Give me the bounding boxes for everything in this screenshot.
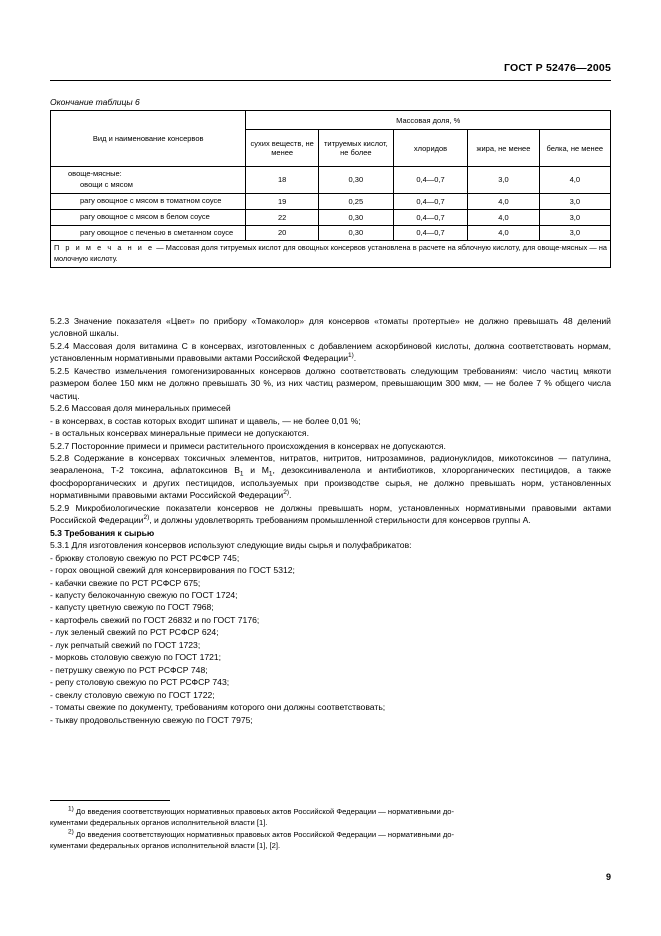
footnotes-block (50, 806, 611, 852)
table-note-label: П р и м е ч а н и е (54, 243, 155, 253)
clause-5-2-8 (50, 452, 611, 502)
cell-acid-3: 0,30 (318, 225, 393, 241)
header-cell-product-name: Вид и наименование консервов (51, 111, 246, 167)
cell-protein-2: 3,0 (539, 209, 610, 225)
footnote-marker-2: 2) (68, 828, 74, 836)
header-cell-fat: жира, не менее (468, 130, 539, 167)
cell-row-name-3 (51, 225, 246, 241)
cell-fat-3: 4,0 (468, 225, 539, 241)
header-divider (50, 80, 611, 81)
cell-chlor-0: 0,4—0,7 (393, 167, 467, 194)
cell-protein-0: 4,0 (539, 167, 610, 194)
clause-5-2-8-part3: , дезоксиниваленола и антибиотиков, хлорорганических пестицидов, а также фосфорорганических и других пестицидов, используемых при производстве сырья, не должно превышать норм, установленных нормативными правовыми актами Российской Федерации (50, 465, 612, 501)
cell-acid-1: 0,25 (318, 193, 393, 209)
footnote-ref-2b[interactable]: 2) (143, 514, 150, 522)
table-note (51, 241, 611, 268)
cell-row-name-1 (51, 193, 246, 209)
footnote-1 (50, 806, 611, 817)
cell-dry-1: 19 (246, 193, 318, 209)
list-item: - кабачки свежие по РСТ РСФСР 675; (50, 577, 201, 588)
clause-5-2-9 (50, 502, 611, 527)
header-cell-titratable-acids: титруемых кислот, не более (318, 130, 393, 167)
list-item: - петрушку свежую по РСТ РСФСР 748; (50, 664, 208, 675)
cell-row-name-2 (51, 209, 246, 225)
table-header-row-1 (51, 111, 611, 130)
cell-fat-1: 4,0 (468, 193, 539, 209)
header-cell-protein: белка, не менее (539, 130, 610, 167)
table-row (51, 209, 611, 225)
header-cell-chlorides: хлоридов (393, 130, 467, 167)
cell-acid-2: 0,30 (318, 209, 393, 225)
cell-dry-2: 22 (246, 209, 318, 225)
specification-table-wrapper (50, 110, 611, 268)
clause-5-2-8-end: . (289, 490, 292, 501)
clause-5-2-8-part2: и М (243, 465, 269, 476)
header-cell-mass-fraction: Массовая доля, % (246, 111, 611, 130)
clause-5-2-8-part1: 5.2.8 Содержание в консервах токсичных элементов, нитратов, нитритов, нитрозаминов, радионуклидов, микотоксинов — патулина, зеараленона, Т-2 токсина, афлатоксинов В (50, 452, 611, 476)
list-item: - лук репчатый свежий по ГОСТ 1723; (50, 639, 201, 650)
list-item: - капусту белокочанную свежую по ГОСТ 1724; (50, 589, 238, 600)
footnote-divider (50, 800, 170, 801)
row-name-2: рагу овощное с мясом в белом соусе (80, 211, 210, 221)
section-label-text: овоще-мясные: (68, 169, 122, 178)
subscript-m1: 1 (268, 471, 273, 479)
footnote-ref-1[interactable]: 1) (348, 352, 354, 360)
table-row (51, 225, 611, 241)
clause-5-2-6-item-a: - в консервах, в состав которых входит шпинат и щавель, — не более 0,01 %; (50, 415, 361, 426)
specification-table (50, 110, 611, 268)
table-note-row (51, 241, 611, 268)
table-note-text: — Массовая доля титруемых кислот для овощных консервов установлена в расчете на яблочную кислоту, для овоще-мясных — на молочную кислоту. (54, 243, 607, 264)
footnote-1-line1: До введения соответствующих нормативных правовых актов Российской Федерации — нормативными до- (73, 807, 455, 816)
cell-section-label (51, 167, 246, 194)
list-item: - брюкву столовую свежую по РСТ РСФСР 745; (50, 552, 240, 563)
heading-5-3: 5.3 Требования к сырью (50, 527, 155, 538)
cell-dry-0: 18 (246, 167, 318, 194)
cell-fat-2: 4,0 (468, 209, 539, 225)
clause-5-2-6: 5.2.6 Массовая доля минеральных примесей (50, 403, 231, 414)
row-name-3: рагу овощное с печенью в сметанном соусе (80, 227, 234, 237)
list-item: - репу столовую свежую по РСТ РСФСР 743; (50, 677, 230, 688)
footnote-2-cont: кументами федеральных органов исполнительной власти [1], [2]. (50, 841, 281, 851)
clause-5-2-4 (50, 340, 611, 365)
cell-fat-0: 3,0 (468, 167, 539, 194)
footnote-marker-1: 1) (68, 805, 74, 813)
clause-5-2-5: 5.2.5 Качество измельчения гомогенизированных консервов должно соответствовать следующим требованиям: число частиц мякоти размером более 150 мкм не должно превышать 30 %, из них частиц размером, превышающим 300 мкм, — не более 7 % общего числа частиц. (50, 365, 611, 401)
clause-5-2-9-part1: 5.2.9 Микробиологические показатели консервов не должны превышать норм, установленных нормативными правовыми актами Российской Федерации (50, 502, 611, 526)
cell-dry-3: 20 (246, 225, 318, 241)
list-item: - лук зеленый свежий по РСТ РСФСР 624; (50, 627, 219, 638)
list-item: - свеклу столовую свежую по ГОСТ 1722; (50, 689, 215, 700)
footnote-2 (50, 829, 611, 840)
cell-acid-0: 0,30 (318, 167, 393, 194)
footnote-ref-2a[interactable]: 2) (283, 489, 290, 497)
table-row (51, 193, 611, 209)
page-header-standard: ГОСТ Р 52476—2005 (503, 62, 611, 74)
clause-5-3-1: 5.3.1 Для изготовления консервов используют следующие виды сырья и полуфабрикатов: (50, 540, 412, 551)
header-cell-dry-matter: сухих веществ, не менее (246, 130, 318, 167)
cell-chlor-1: 0,4—0,7 (393, 193, 467, 209)
clause-5-2-9-part2: , и должны удовлетворять требованиям промышленной стерильности для консервов группы А. (149, 515, 531, 526)
cell-protein-3: 3,0 (539, 225, 610, 241)
table-caption: Окончание таблицы 6 (50, 97, 140, 107)
clause-5-2-6-item-b: - в остальных консервах минеральные примеси не допускаются. (50, 428, 309, 439)
clause-5-2-4-text: 5.2.4 Массовая доля витамина С в консервах, изготовленных с добавлением аскорбиновой кислоты, должна соответствовать нормам, установленным нормативными правовыми актами Российской Федерации (50, 340, 611, 364)
clause-5-2-7: 5.2.7 Посторонние примеси и примеси растительного происхождения в консервах не допускаются. (50, 440, 446, 451)
cell-chlor-3: 0,4—0,7 (393, 225, 467, 241)
list-item: - капусту цветную свежую по ГОСТ 7968; (50, 602, 214, 613)
row-name-0: овощи с мясом (80, 179, 133, 189)
list-item: - картофель свежий по ГОСТ 26832 и по ГОСТ 7176; (50, 614, 260, 625)
cell-chlor-2: 0,4—0,7 (393, 209, 467, 225)
subscript-b1: 1 (239, 471, 244, 479)
list-item: - томаты свежие по документу, требованиям которого они должны соответствовать; (50, 702, 386, 713)
list-item: - горох овощной свежий для консервирования по ГОСТ 5312; (50, 565, 295, 576)
clause-5-2-3: 5.2.3 Значение показателя «Цвет» по прибору «Томаколор» для консервов «томаты протертые» не должно превышать 48 делений условной шкалы. (50, 316, 611, 339)
row-name-1: рагу овощное с мясом в томатном соусе (80, 195, 222, 205)
body-content (50, 315, 611, 726)
list-item: - морковь столовую свежую по ГОСТ 1721; (50, 652, 222, 663)
page-number: 9 (605, 872, 611, 882)
footnote-1-cont: кументами федеральных органов исполнительной власти [1]. (50, 818, 268, 828)
footnote-2-line1: До введения соответствующих нормативных правовых актов Российской Федерации — нормативными до- (73, 829, 455, 839)
clause-5-2-4-end: . (353, 353, 357, 364)
cell-protein-1: 3,0 (539, 193, 610, 209)
table-row (51, 167, 611, 194)
list-item: - тыкву продовольственную свежую по ГОСТ 7975; (50, 714, 253, 725)
